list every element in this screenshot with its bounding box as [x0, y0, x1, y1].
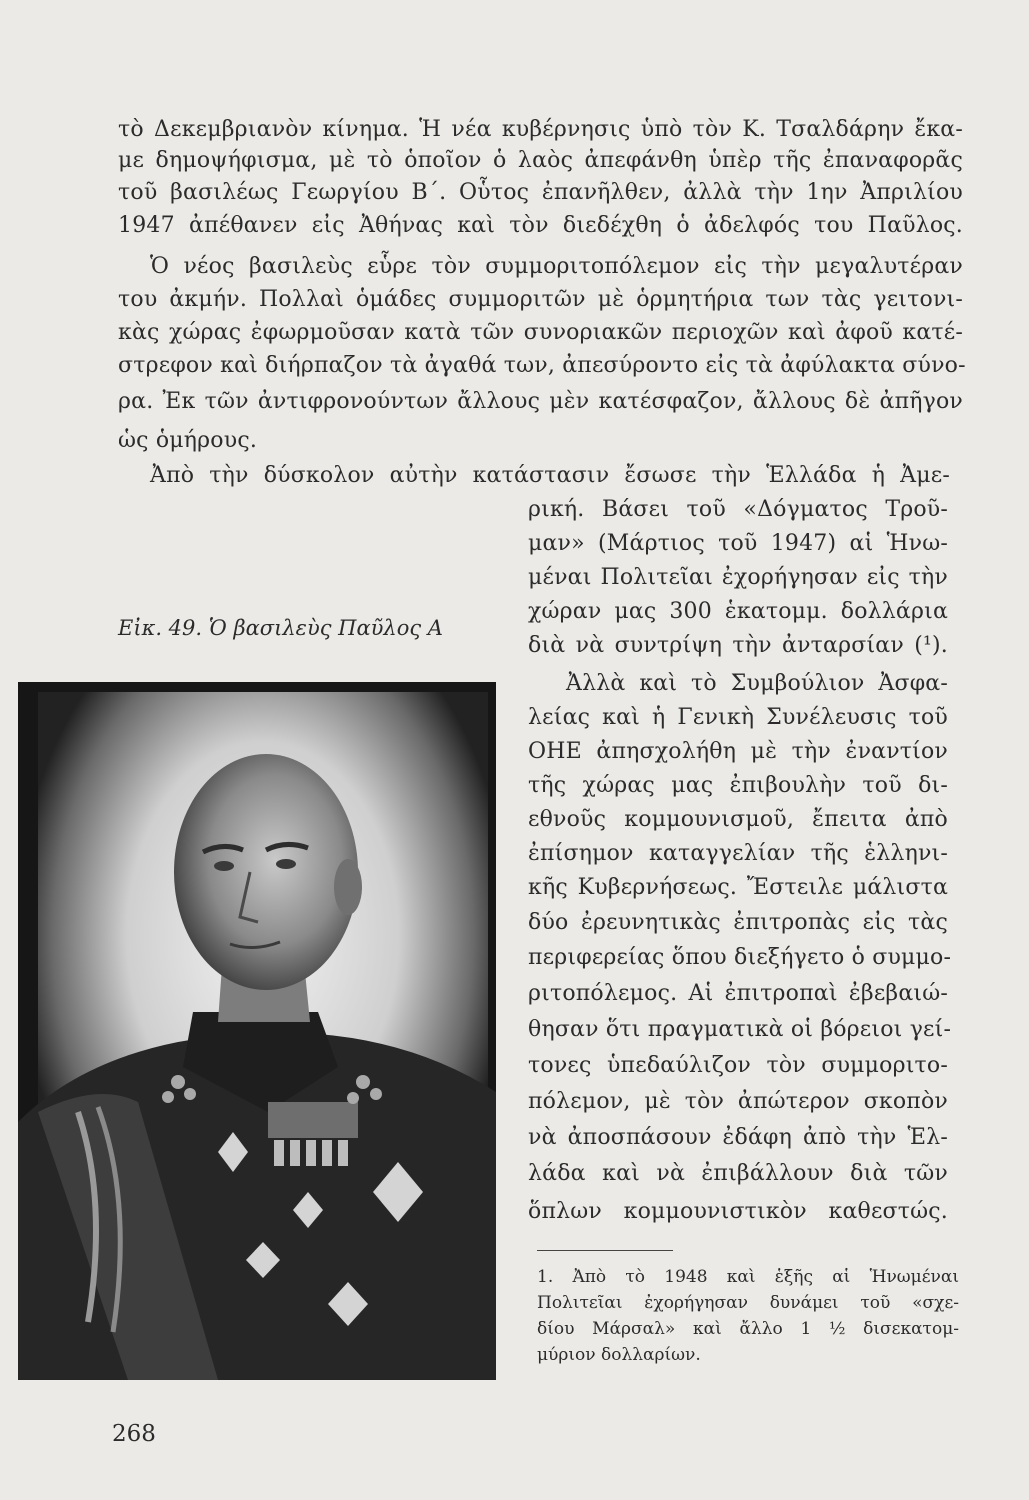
- footnote-line: μύριον δολλαρίων.: [537, 1345, 701, 1365]
- text-line: δύο ἐρευνητικὰς ἐπιτροπὰς εἰς τὰς: [528, 910, 948, 935]
- text-line: ἐπίσημον καταγγελίαν τῆς ἑλληνι-: [528, 841, 948, 866]
- text-line: περιφερείας ὅπου διεξήγετο ὁ συμμο-: [528, 945, 952, 970]
- footnote-rule: [537, 1250, 673, 1251]
- text-line: ὡς ὁμήρους.: [118, 428, 258, 453]
- text-line: νὰ ἀποσπάσουν ἐδάφη ἀπὸ τὴν Ἑλ-: [528, 1125, 948, 1150]
- text-line: ρική. Βάσει τοῦ «Δόγματος Τροῦ-: [528, 497, 948, 522]
- text-line: μαν» (Μάρτιος τοῦ 1947) αἱ Ἡνω-: [528, 531, 948, 556]
- text-line: ὅπλων κομμουνιστικὸν καθεστώς.: [528, 1199, 948, 1224]
- text-line: πόλεμον, μὲ τὸν ἀπώτερον σκοπὸν: [528, 1089, 948, 1114]
- figure-caption: Εἰκ. 49. Ὁ βασιλεὺς Παῦλος Α: [118, 616, 443, 640]
- text-line: τονες ὑπεδαύλιζον τὸν συμμοριτο-: [528, 1053, 948, 1078]
- text-line: τοῦ βασιλέως Γεωργίου Β΄. Οὗτος ἐπανῆλθεν, ἀλλὰ τὴν 1ην Ἀπριλίου: [118, 180, 963, 205]
- portrait-photo: [18, 682, 496, 1380]
- text-line: μέναι Πολιτεῖαι ἐχορήγησαν εἰς τὴν: [528, 565, 948, 590]
- page-number: 268: [112, 1421, 156, 1447]
- text-line: λείας καὶ ἡ Γενικὴ Συνέλευσις τοῦ: [528, 705, 948, 730]
- text-line: με δημοψήφισμα, μὲ τὸ ὁποῖον ὁ λαὸς ἀπεφάνθη ὑπὲρ τῆς ἐπαναφορᾶς: [118, 148, 963, 173]
- text-line: του ἀκμήν. Πολλαὶ ὁμάδες συμμοριτῶν μὲ ὁρμητήρια των τὰς γειτονι-: [118, 287, 963, 312]
- text-line: Ἀπὸ τὴν δύσκολον αὐτὴν κατάστασιν ἔσωσε τὴν Ἑλλάδα ἡ Ἀμε-: [150, 463, 950, 488]
- footnote-line: δίου Μάρσαλ» καὶ ἄλλο 1 ½ δισεκατομ-: [537, 1319, 959, 1339]
- text-line: Ὁ νέος βασιλεὺς εὗρε τὸν συμμοριτοπόλεμον εἰς τὴν μεγαλυτέραν: [150, 254, 963, 279]
- footnote-line: 1. Ἀπὸ τὸ 1948 καὶ ἑξῆς αἱ Ἡνωμέναι: [537, 1267, 959, 1287]
- text-line: ρα. Ἐκ τῶν ἀντιφρονούντων ἄλλους μὲν κατέσφαζον, ἄλλους δὲ ἀπῆγον: [118, 389, 963, 414]
- text-line: στρεφον καὶ διήρπαζον τὰ ἀγαθά των, ἀπεσύροντο εἰς τὰ ἀφύλακτα σύνο-: [118, 353, 966, 378]
- text-line: διὰ νὰ συντρίψη τὴν ἀνταρσίαν (¹).: [528, 633, 948, 658]
- text-line: ριτοπόλεμος. Αἱ ἐπιτροπαὶ ἐβεβαιώ-: [528, 981, 948, 1006]
- text-line: Ἀλλὰ καὶ τὸ Συμβούλιον Ἀσφα-: [566, 671, 948, 696]
- text-line: 1947 ἀπέθανεν εἰς Ἀθήνας καὶ τὸν διεδέχθη ὁ ἀδελφός του Παῦλος.: [118, 213, 963, 238]
- text-line: χώραν μας 300 ἑκατομμ. δολλάρια: [528, 599, 948, 624]
- text-line: κῆς Κυβερνήσεως. Ἔστειλε μάλιστα: [528, 875, 948, 900]
- footnote-line: Πολιτεῖαι ἐχορήγησαν δυνάμει τοῦ «σχε-: [537, 1293, 959, 1313]
- text-line: εθνοῦς κομμουνισμοῦ, ἔπειτα ἀπὸ: [528, 807, 948, 832]
- text-line: τὸ Δεκεμβριανὸν κίνημα. Ἡ νέα κυβέρνησις ὑπὸ τὸν Κ. Τσαλδάρην ἔκα-: [118, 117, 963, 142]
- text-line: λάδα καὶ νὰ ἐπιβάλλουν διὰ τῶν: [528, 1161, 948, 1186]
- text-line: θησαν ὅτι πραγματικὰ οἱ βόρειοι γεί-: [528, 1017, 952, 1042]
- text-line: τῆς χώρας μας ἐπιβουλὴν τοῦ δι-: [528, 773, 948, 798]
- text-line: ΟΗΕ ἀπησχολήθη μὲ τὴν ἐναντίον: [528, 739, 948, 764]
- text-line: κὰς χώρας ἐφωρμοῦσαν κατὰ τῶν συνοριακῶν περιοχῶν καὶ ἀφοῦ κατέ-: [118, 320, 963, 345]
